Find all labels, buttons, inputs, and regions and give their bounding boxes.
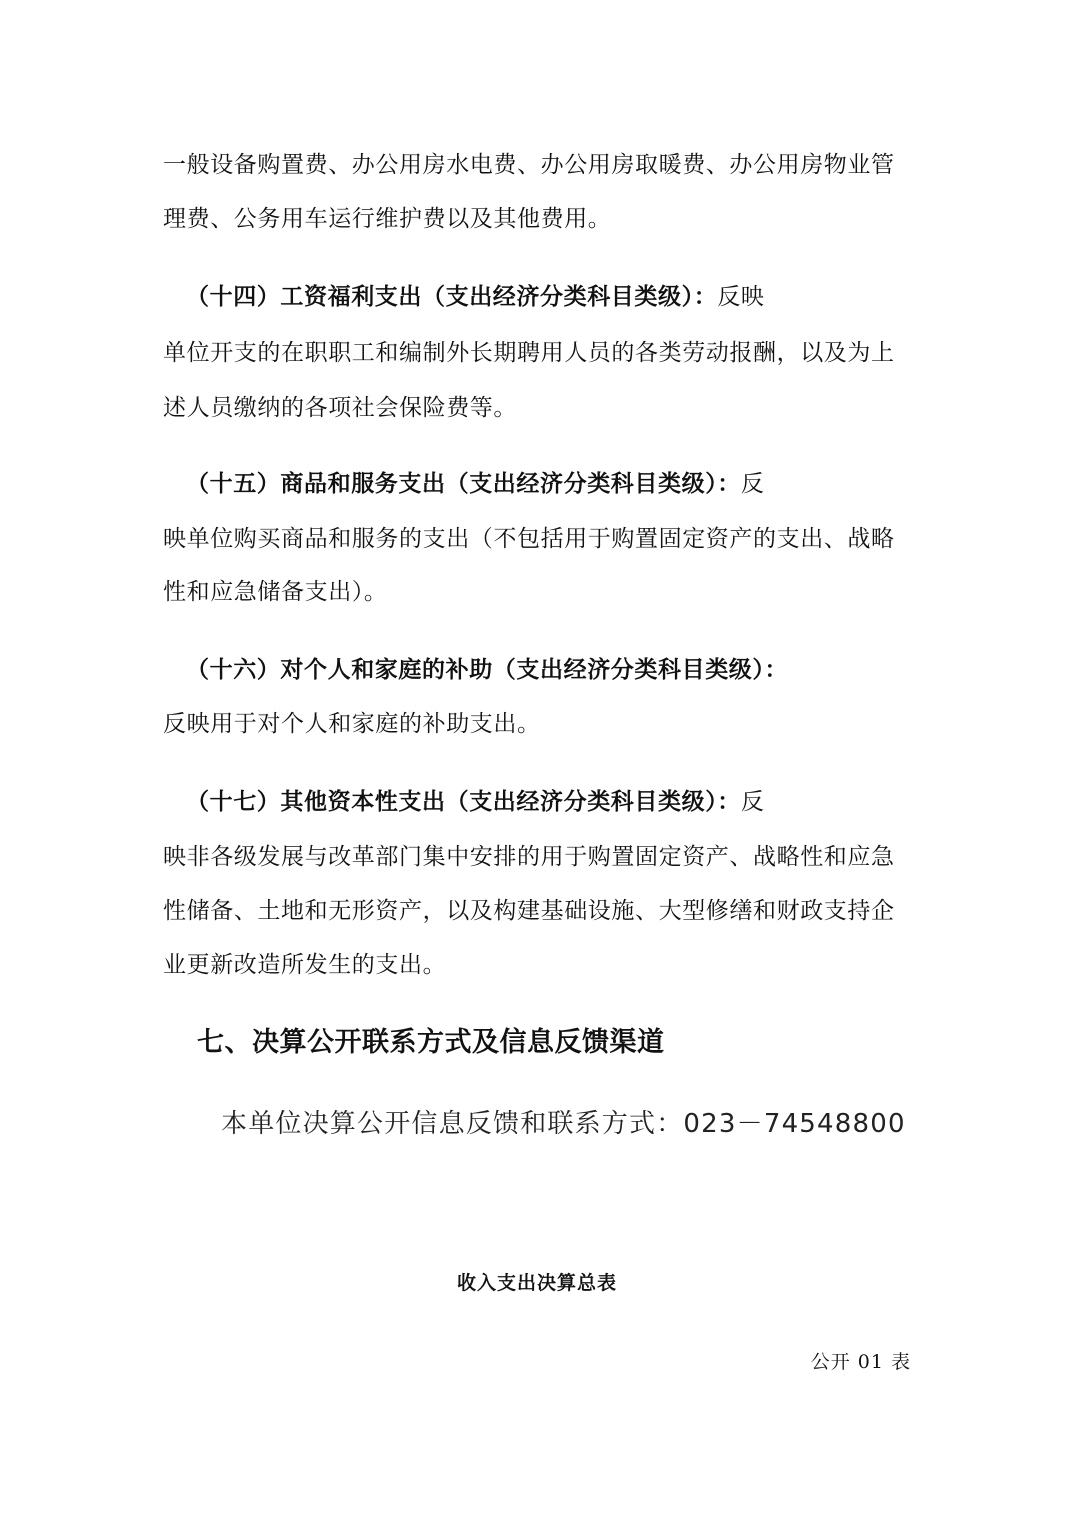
item-14-first-line <box>186 282 913 312</box>
table-code: 公开 01 表 <box>810 1351 911 1373</box>
paragraph-line: 理费、公务用车运行维护费以及其他费用。 <box>163 206 612 232</box>
item-16-heading: （十六）对个人和家庭的补助（支出经济分类科目类级）： <box>186 656 789 683</box>
section-7-title: 七、决算公开联系方式及信息反馈渠道 <box>197 1027 665 1058</box>
item-15-heading: （十五）商品和服务支出（支出经济分类科目类级）： <box>186 470 741 497</box>
paragraph-line: 述人员缴纳的各项社会保险费等。 <box>163 395 517 421</box>
item-14-text-start: 反映 <box>717 284 765 310</box>
paragraph-line: 单位开支的在职职工和编制外长期聘用人员的各类劳动报酬，以及为上 <box>163 340 895 366</box>
paragraph-line: 映非各级发展与改革部门集中安排的用于购置固定资产、战略性和应急 <box>163 844 895 870</box>
contact-info: 本单位决算公开信息反馈和联系方式：023－74548800 <box>221 1109 906 1139</box>
item-17-heading: （十七）其他资本性支出（支出经济分类科目类级）： <box>186 788 741 815</box>
item-16-first-line <box>186 655 913 685</box>
paragraph-line: 性和应急储备支出）。 <box>163 579 388 605</box>
paragraph-line: 业更新改造所发生的支出。 <box>163 952 447 978</box>
paragraph-line: 一般设备购置费、办公用房水电费、办公用房取暖费、办公用房物业管 <box>163 152 895 178</box>
paragraph-line: 映单位购买商品和服务的支出（不包括用于购置固定资产的支出、战略 <box>163 526 895 552</box>
paragraph-line: 反映用于对个人和家庭的补助支出。 <box>163 711 541 737</box>
item-17-text-start: 反 <box>740 789 765 815</box>
item-15-text-start: 反 <box>740 471 765 497</box>
paragraph-line: 性储备、土地和无形资产，以及构建基础设施、大型修缮和财政支持企 <box>163 898 895 924</box>
table-title: 收入支出决算总表 <box>456 1272 617 1294</box>
item-17-first-line <box>186 787 913 817</box>
item-14-heading: （十四）工资福利支出（支出经济分类科目类级）： <box>186 283 718 310</box>
item-15-first-line <box>186 469 913 499</box>
